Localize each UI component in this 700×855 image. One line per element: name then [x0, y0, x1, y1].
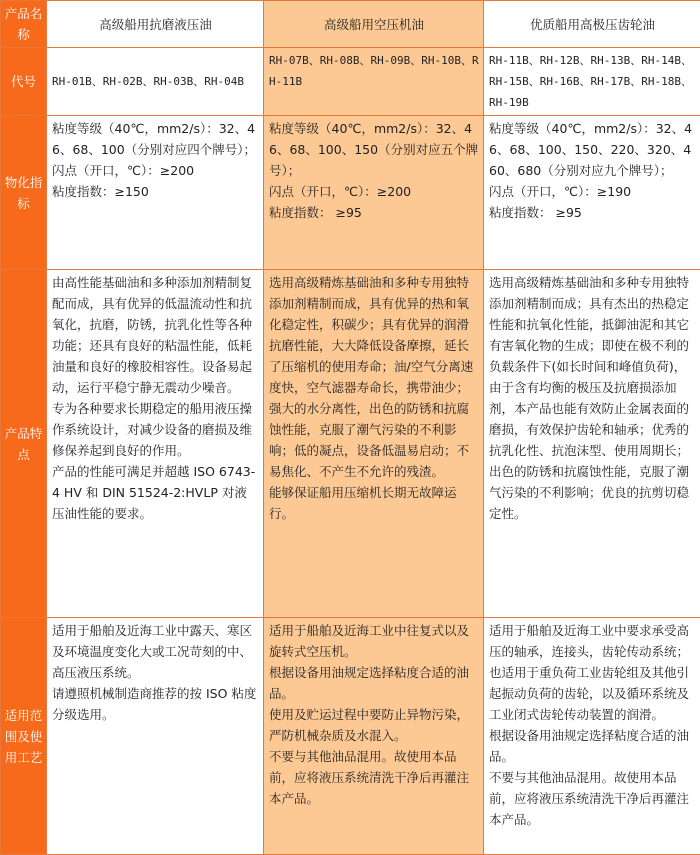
spec-viscosity-index: 粘度指数：≥150	[52, 181, 259, 202]
code-row	[1, 48, 700, 116]
usage-hydraulic-oil	[47, 618, 264, 855]
header-row	[1, 1, 700, 48]
specs-hydraulic-oil	[47, 116, 264, 270]
spec-flash-point: 闪点（开口，℃）：≥200	[269, 181, 479, 202]
usage-paragraph: 根据设备用油规定选择粘度合适的油品。	[489, 725, 696, 767]
spec-viscosity-grade: 粘度等级（40℃，mm2/s）：32、46、68、100、150、220、320、460、680（分别对应九个牌号）；	[489, 118, 696, 181]
features-gear-oil	[484, 270, 700, 618]
row-header-usage: 适用范围及使用工艺	[1, 618, 47, 855]
spec-flash-point: 闪点（开口，℃）：≥190	[489, 181, 696, 202]
row-header-features: 产品特点	[1, 270, 47, 618]
spec-viscosity-grade: 粘度等级（40℃，mm2/s）：32、46、68、100、150（分别对应五个牌号）；	[269, 118, 479, 181]
features-hydraulic-oil	[47, 270, 264, 618]
code-hydraulic-oil: RH-01B、RH-02B、RH-03B、RH-04B	[47, 48, 264, 116]
specs-compressor-oil	[264, 116, 484, 270]
product-name-hydraulic-oil: 高级船用抗磨液压油	[47, 1, 264, 48]
spec-viscosity-index: 粘度指数： ≥95	[489, 202, 696, 223]
feature-paragraph: 由高性能基础油和多种添加剂精制复配而成，具有优异的低温流动性和抗氧化，抗磨，防锈，抗乳化性等各种功能；还具有良好的粘温性能，低耗油量和良好的橡胶相容性。设备易起动，运行平稳宁静无震动少噪音。	[52, 272, 259, 398]
spec-flash-point: 闪点（开口，℃）：≥200	[52, 160, 259, 181]
features-row	[1, 270, 700, 618]
feature-paragraph: 选用高级精炼基础油和多种专用独特添加剂精制而成，具有优异的热和氧化稳定性，积碳少；具有优异的润滑抗磨性能，大大降低设备摩擦，延长了压缩机的使用寿命；油/空气分离速度快，空气滤器寿命长，携带油少；强大的水分离性，出色的防锈和抗腐蚀性能，克服了潮气污染的不利影响；低的凝点，设备低温易启动；不易焦化、不产生不允许的残渣。	[269, 272, 479, 482]
code-gear-oil: RH-11B、RH-12B、RH-13B、RH-14B、RH-15B、RH-16B、RH-17B、RH-18B、RH-19B	[484, 48, 700, 116]
usage-row	[1, 618, 700, 855]
product-name-compressor-oil: 高级船用空压机油	[264, 1, 484, 48]
usage-gear-oil	[484, 618, 700, 855]
feature-paragraph: 专为各种要求长期稳定的船用液压操作系统设计，对减少设备的磨损及维修保养起到良好的作用。	[52, 398, 259, 461]
usage-compressor-oil	[264, 618, 484, 855]
feature-paragraph: 能够保证船用压缩机长期无故障运行。	[269, 482, 479, 524]
row-header-product-name: 产品名称	[1, 1, 47, 48]
usage-paragraph: 不要与其他油品混用。故使用本品前，应将液压系统清洗干净后再灌注本产品。	[269, 746, 479, 809]
usage-paragraph: 适用于船舶及近海工业中要求承受高压的轴承，连接头，齿轮传动系统；也适用于重负荷工业齿轮组及其他引起振动负荷的齿轮，以及循环系统及工业闭式齿轮传动装置的润滑。	[489, 620, 696, 725]
usage-paragraph: 请遵照机械制造商推荐的按 ISO 粘度分级选用。	[52, 683, 259, 725]
row-header-code: 代号	[1, 48, 47, 116]
specs-gear-oil	[484, 116, 700, 270]
usage-paragraph: 根据设备用油规定选择粘度合适的油品。	[269, 662, 479, 704]
features-compressor-oil	[264, 270, 484, 618]
specs-row	[1, 116, 700, 270]
feature-paragraph: 产品的性能可满足并超越 ISO 6743-4 HV 和 DIN 51524-2:HVLP 对液压油性能的要求。	[52, 461, 259, 524]
usage-paragraph: 适用于船舶及近海工业中往复式以及旋转式空压机。	[269, 620, 479, 662]
code-compressor-oil: RH-07B、RH-08B、RH-09B、RH-10B、RH-11B	[264, 48, 484, 116]
feature-paragraph: 选用高级精炼基础油和多种专用独特添加剂精制而成；具有杰出的热稳定性能和抗氧化性能，抵御油泥和其它有害氧化物的生成；即使在极不利的负载条件下(如长时间和峰值负荷)，由于含有均衡的极压及抗磨损添加剂，本产品也能有效防止金属表面的磨损，有效保护齿轮和轴承；优秀的抗乳化性、抗泡沫型、使用周期长；出色的防锈和抗腐蚀性能，克服了潮气污染的不利影响；优良的抗剪切稳定性。	[489, 272, 696, 524]
usage-paragraph: 使用及贮运过程中要防止异物污染，严防机械杂质及水混入。	[269, 704, 479, 746]
spec-viscosity-grade: 粘度等级（40℃，mm2/s）：32、46、68、100（分别对应四个牌号）；	[52, 118, 259, 160]
usage-paragraph: 不要与其他油品混用。故使用本品前，应将液压系统清洗干净后再灌注本产品。	[489, 767, 696, 830]
row-header-specs: 物化指标	[1, 116, 47, 270]
usage-paragraph: 适用于船舶及近海工业中露天、寒区及环境温度变化大或工况苛刻的中、高压液压系统。	[52, 620, 259, 683]
spec-viscosity-index: 粘度指数： ≥95	[269, 202, 479, 223]
product-name-gear-oil: 优质船用高极压齿轮油	[484, 1, 700, 48]
